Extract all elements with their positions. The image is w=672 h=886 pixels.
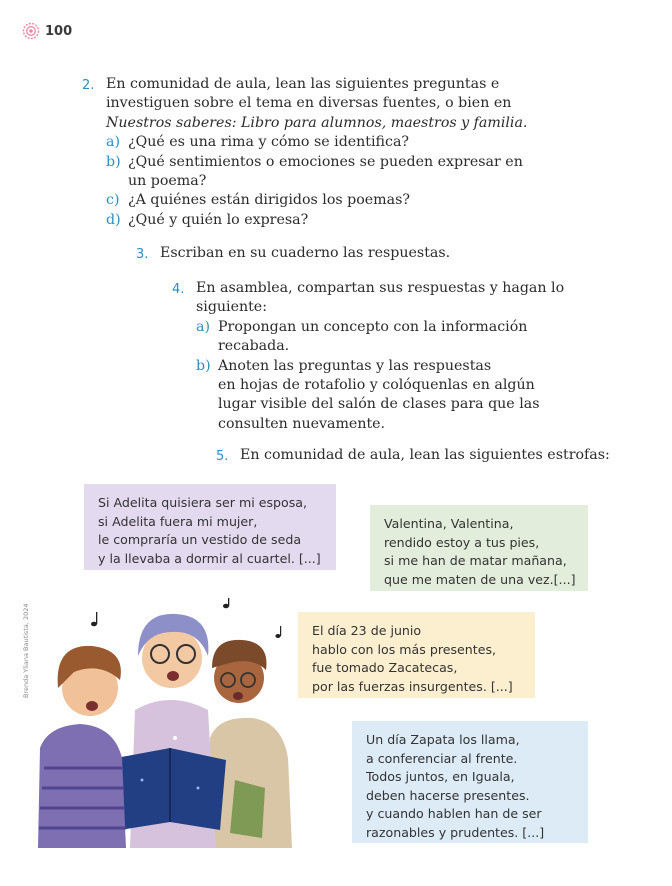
item-2-sub-c-text: ¿A quiénes están dirigidos los poemas? (128, 192, 410, 209)
item-2-sub-d-letter: d) (106, 211, 121, 228)
item-4-line-2: siguiente: (196, 299, 267, 316)
item-4-sub-a-text-1: Propongan un concepto con la información (218, 318, 528, 335)
boy-left-figure (38, 646, 126, 848)
item-2-sub-b-text-2: un poema? (128, 173, 207, 190)
stanza-line: si Adelita fuera mi mujer, (98, 513, 258, 529)
stanza-adelita (84, 484, 336, 570)
stanza-line: Si Adelita quisiera ser mi esposa, (98, 495, 308, 510)
item-2 (82, 75, 528, 230)
item-2-sub-a-letter: a) (106, 134, 120, 151)
stanza-line: hablo con los más presentes, (312, 641, 497, 657)
item-2-line-2: investiguen sobre el tema en diversas fuentes, o bien en (106, 95, 512, 112)
item-2-sub-d-text: ¿Qué y quién lo expresa? (128, 211, 309, 228)
item-2-sub-b (106, 153, 527, 192)
item-3 (136, 244, 451, 263)
item-5-number: 5. (216, 449, 229, 464)
page-number-text: 100 (45, 23, 73, 39)
stanza-line: rendido estoy a tus pies, (384, 534, 540, 550)
item-4-number: 4. (172, 282, 185, 297)
stanza-line: Valentina, Valentina, (384, 516, 514, 531)
stanza-line: deben hacerse presentes. (366, 787, 530, 803)
item-5-text: En comunidad de aula, lean las siguientes estrofas: (240, 447, 610, 463)
item-2-sub-c (106, 191, 527, 210)
stanza-line: si me han de matar mañana, (384, 553, 567, 568)
item-5 (216, 446, 610, 465)
stanza-line: que me maten de una vez.[...] (384, 571, 576, 587)
stanza-line: Un día Zapata los llama, (366, 732, 520, 747)
stanza-line: por las fuerzas insurgentes. [...] (312, 678, 513, 694)
item-3-text: Escriban en su cuaderno las respuestas. (160, 245, 451, 261)
stanza-valentina (370, 505, 588, 591)
item-2-number: 2. (82, 78, 95, 93)
stanza-line: fue tomado Zacatecas, (312, 660, 458, 675)
stanza-line: a conferenciar al frente. (366, 750, 518, 766)
item-4-sub-a-letter: a) (196, 318, 210, 335)
item-4-sub-b (196, 357, 564, 435)
stanza-zacatecas (298, 612, 535, 698)
item-4-sub-b-text-3: lugar visible del salón de clases para que las (218, 396, 540, 413)
item-3-number: 3. (136, 247, 149, 262)
illustration-credit: Brenda Yliana Bautista, 2024 (22, 603, 30, 698)
item-2-sub-d (106, 211, 527, 230)
item-2-sub-b-text-1: ¿Qué sentimientos o emociones se pueden expresar en (128, 153, 523, 170)
item-2-sub-c-letter: c) (106, 192, 120, 209)
page-number (22, 22, 72, 40)
item-4-sub-b-letter: b) (196, 357, 211, 374)
item-2-book-title: Nuestros saberes: Libro para alumnos, maestros y familia. (106, 114, 528, 131)
item-4-sub-b-text-2: en hojas de rotafolio y colóquenlas en algún (218, 377, 535, 394)
item-2-line-1: En comunidad de aula, lean las siguientes preguntas e (106, 76, 500, 92)
item-4-sub-a (196, 318, 564, 357)
item-2-sub-b-letter: b) (106, 153, 121, 170)
stanza-line: y cuando hablen han de ser (366, 806, 542, 821)
stanza-zapata (352, 721, 588, 843)
stanza-line: y la llevaba a dormir al cuartel. [...] (98, 550, 321, 566)
stanza-line: le compraría un vestido de seda (98, 532, 302, 547)
item-2-sub-a (106, 133, 527, 152)
stanza-line: El día 23 de junio (312, 623, 422, 638)
item-4-line-1: En asamblea, compartan sus respuestas y hagan lo (196, 280, 565, 296)
item-4-sub-b-text-4: consulten nuevamente. (218, 415, 386, 432)
stanza-line: Todos juntos, en Iguala, (366, 769, 515, 784)
item-4-sub-a-text-2: recabada. (218, 338, 290, 355)
stanza-line: razonables y prudentes. [...] (366, 824, 545, 840)
item-4 (172, 279, 565, 434)
singing-children-illustration (30, 598, 330, 848)
item-2-sub-a-text: ¿Qué es una rima y cómo se identifica? (128, 134, 410, 151)
sun-ornament-icon (22, 22, 40, 40)
songbook (116, 748, 226, 830)
item-4-sub-b-text-1: Anoten las preguntas y las respuestas (218, 357, 492, 374)
